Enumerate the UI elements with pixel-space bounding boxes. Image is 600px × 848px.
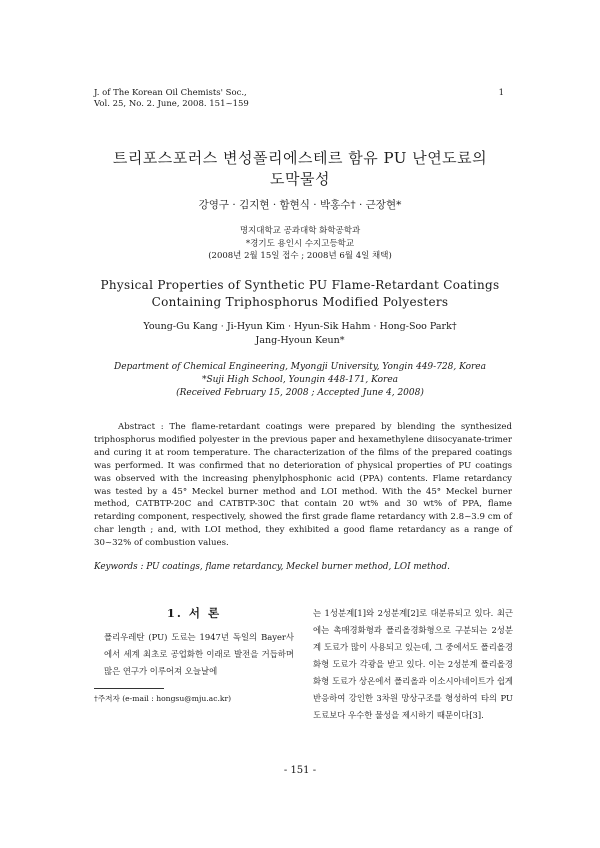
bottom-page-number: - 151 -: [283, 765, 317, 776]
keywords-text: PU coatings, flame retardancy, Meckel burner method, LOI method.: [146, 562, 450, 572]
abstract-label: Abstract :: [118, 422, 164, 432]
korean-title-line1: 트리포스포러스 변성폴리에스테르 함유 PU 난연도료의: [112, 149, 488, 167]
top-page-number: 1: [498, 88, 504, 98]
abstract-text: The flame-retardant coatings were prepared by blending the synthesized triphosphorus modified polyester in the previous paper and hexamethylene diisocyanate-trimer and curing it at room temperature. The characterization of the films of the prepared coatings was performed. It was confirmed that no deterioration of physical properties of PU coatings was observed with the increasing phenylphosphonic acid (PPA) contents. Flame retardancy was tested by a 45° Meckel burner method and LOI method. With the 45° Meckel burner method, CATBTP-20C and CATBTP-30C that contain 20 wt% and 30 wt% of PPA, flame retarding component, respectively, showed the first grade flame retardancy with 2.8~3.9 cm of char length ; and, with LOI method, they exhibited a good flame retardancy as a range of 30~32% of combustion values.: [94, 422, 512, 549]
section-title: 1. 서 론: [166, 606, 222, 620]
journal-name: J. of The Korean Oil Chemists' Soc.,: [94, 88, 247, 98]
korean-title: [60, 148, 540, 190]
korean-dates: (2008년 2월 15일 접수 ; 2008년 6월 4일 채택): [208, 251, 392, 261]
english-title-line1: Physical Properties of Synthetic PU Flame-Retardant Coatings: [100, 278, 500, 292]
keywords: [94, 562, 512, 572]
english-affiliation: [60, 361, 540, 400]
journal-header: [94, 88, 249, 110]
english-affiliation-line1: Department of Chemical Engineering, Myongji University, Yongin 449-728, Korea: [113, 362, 486, 372]
footnote: †주저자 (e-mail : hongsu@mju.ac.kr): [94, 694, 232, 703]
abstract: [94, 421, 512, 550]
korean-affiliation-line2: *경기도 용인시 수지고등학교: [245, 238, 355, 249]
left-column-text: [94, 629, 294, 680]
journal-volume: Vol. 25, No. 2. June, 2008. 151~159: [94, 99, 249, 109]
english-title-line2: Containing Triphosphorus Modified Polyesters: [151, 294, 449, 309]
english-affiliation-line2: *Suji High School, Youngin 448-171, Korea: [201, 375, 399, 385]
right-paragraph: 는 1성분계[1]와 2성분계[2]로 대분류되고 있다. 최근에는 촉매경화형과 폴리올경화형으로 구분되는 2성분계 도료가 많이 사용되고 있는데, 그 중에서도 폴리올경화형 도료가 각광을 받고 있다. 이는 2성분계 폴리올경화형 도료가 상온에서 폴리올과 이소시아네이트가 쉽게 반응하여 강인한 3차원 망상구조를 형성하여 타의 PU 도료보다 우수한 물성을 제시하기 때문이다[3].: [313, 608, 513, 720]
korean-title-line2: 도막물성: [270, 170, 330, 188]
korean-affiliation: [60, 225, 540, 263]
korean-authors: 강영구 · 김지현 · 함현식 · 박홍수† · 근장현*: [198, 199, 402, 211]
english-title: [60, 277, 540, 310]
right-column-text: [313, 605, 513, 724]
left-paragraph: 폴리우레탄 (PU) 도료는 1947년 독일의 Bayer사에서 세계 최초로 공업화한 이래로 발전을 거듭하며 많은 연구가 이루어져 오늘날에: [104, 632, 294, 676]
footnote-rule: [94, 688, 164, 689]
english-authors-line1: Young-Gu Kang · Ji-Hyun Kim · Hyun-Sik Hahm · Hong-Soo Park†: [143, 321, 457, 332]
keywords-label: Keywords :: [94, 562, 144, 572]
korean-affiliation-line1: 명지대학교 공과대학 화학공학과: [239, 226, 361, 236]
english-authors-line2: Jang-Hyoun Keun*: [255, 335, 345, 346]
english-authors: [60, 320, 540, 348]
english-dates: (Received February 15, 2008 ; Accepted June 4, 2008): [176, 388, 424, 398]
